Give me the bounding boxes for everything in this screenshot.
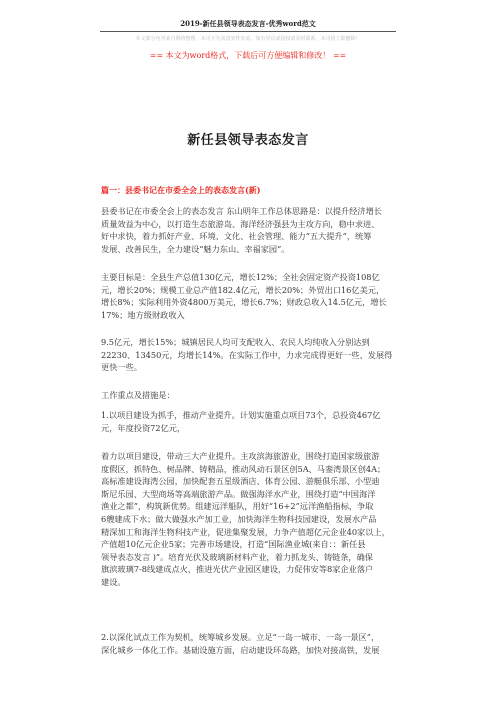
page-header-title: 2019-新任县领导表态发言-优秀word范文 — [180, 19, 316, 28]
paragraph-measures-intro: 工作重点及措施是： — [101, 390, 175, 400]
paragraph-income-targets: 9.5亿元，增长15%；城镇居民人均可支配收入、农民人均纯收入分别达到 22230、13450元，均增长14%。在实际工作中，力求完成得更好一些、发展得 更快一些。 — [101, 337, 393, 373]
paragraph-urban-rural: 2.以深化试点工作为契机，统筹城乡发展。立足“一岛一城市、一岛一景区”， 深化城乡一体化工作。基础设施方面，启动建设环岛路，加快对接高铁，发展 — [101, 632, 380, 655]
paragraph-project-construction: 1.以项目建设为抓手，推动产业提升。计划实施重点项目73个，总投资467亿 元，年度投资72亿元， — [101, 410, 381, 433]
disclaimer-line: 本文部分内容来自网络整理，本司不为其真实性负责，如有异议或侵权请及时联系，本司将立即删除！ — [135, 36, 361, 42]
paragraph-main-targets: 主要目标是：全县生产总值130亿元，增长12%；全社会固定资产投资108亿 元，增长20%；规模工业总产值182.4亿元，增长20%；外贸出口16亿美元， 增长8%；实际利用外资4800万美元，增长6.7%；财政总收入14.5亿元，增长 17%；地方级财政收入 — [101, 272, 387, 320]
section-heading: 篇一：县委书记在市委全会上的表态发言(新) — [101, 185, 261, 195]
paragraph-industry-upgrade: 着力以项目建设，带动三大产业提升。主攻滨海旅游业，围绕打造国家级旅游 度假区，抓特色、树品牌、铸精品，推动风动石景区创5A、马銮湾景区创4A； 高标准建设海湾公园，加快配套五星级酒店、体育公园、游艇俱乐部、小型迪 斯尼乐园、大型商场等高端旅游产品。做强海洋水产业，围绕打造“中国海洋 渔业之都”，构筑新优势。组建远洋船队，用好“16+2”远洋渔船指标，争取 6艘建成下水；做大做强水产加工业，加快海洋生物科技园建设，发展水产品 精深加工和海洋生物科技产业，促进集聚发展，力争产值超亿元企业40家以上， 产值超10亿元企业5家；完善市场建设，打造“国际渔业城(来自：：新任县 领导表态发言 )”。培育光伏及玻璃新材料产业，着力抓龙头、铸链条，确保 旗滨玻璃7-8线建成点火，推进光伏产业园区建设，力促伟安等8家企业落户 建设。 — [101, 451, 390, 587]
header-divider — [100, 31, 396, 32]
copyright-disclaimer — [0, 36, 496, 43]
paragraph-overview: 县委书记在市委全会上的表态发言 东山明年工作总体思路是：以提升经济增长 质量效益为中心，以打造生态旅游岛、海洋经济强县为主攻方向，稳中求进、 好中求快，着力抓好产业、环境、文化、社会管理、能力“五大提升”，统筹 发展、改善民生，全力建设“魅力东山、幸福家园”。 — [101, 206, 382, 254]
editable-notice: == 本文为word格式，下载后可方便编辑和修改！ == — [149, 51, 347, 60]
document-title: 新任县领导表态发言 — [187, 133, 309, 148]
